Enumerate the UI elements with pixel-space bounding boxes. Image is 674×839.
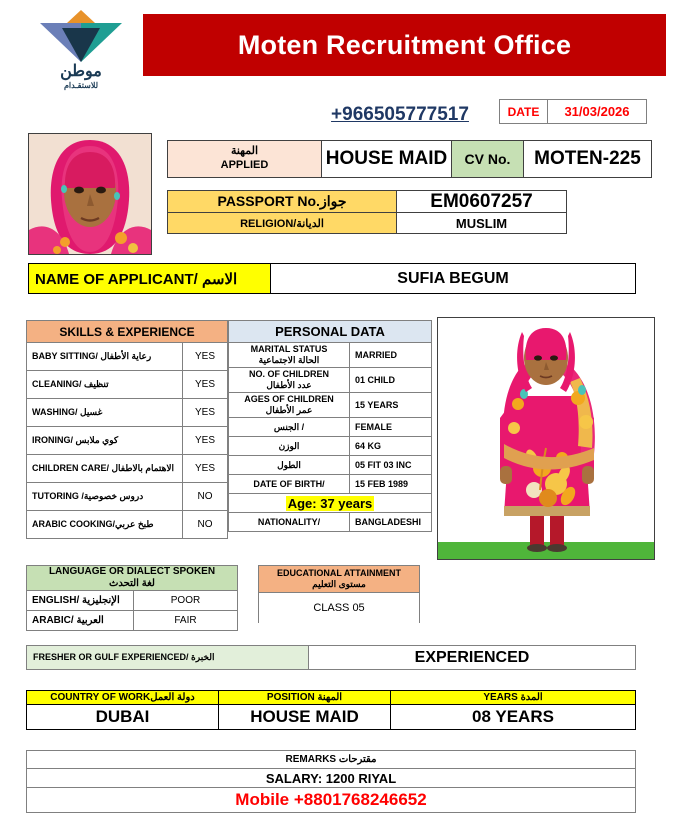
nationality-label-en: NATIONALITY/ <box>257 516 321 527</box>
experience-value: EXPERIENCED <box>309 645 636 670</box>
personal-label <box>228 437 350 456</box>
skill-value: NO <box>183 511 228 539</box>
personal-label-ar: الحالة الاجتماعية <box>258 355 320 365</box>
skill-label: WASHING/ غسيل <box>26 399 183 427</box>
personal-value: 01 CHILD <box>350 368 432 393</box>
personal-label-en: AGES OF CHILDREN <box>244 394 334 405</box>
date-box <box>499 99 647 124</box>
skill-value: YES <box>183 371 228 399</box>
skill-value: YES <box>183 455 228 483</box>
applicant-fullbody-photo <box>437 317 655 560</box>
work-value-position: HOUSE MAID <box>219 705 391 730</box>
language-header-ar: لغة التحدث <box>109 578 155 589</box>
language-header-en: LANGUAGE OR DIALECT SPOKEN <box>48 566 216 577</box>
skill-label: CHILDREN CARE/ الاهتمام بالاطفال <box>26 455 183 483</box>
table-row <box>228 393 432 418</box>
language-label: ENGLISH/ الإنجليزية <box>26 591 134 611</box>
skills-header: SKILLS & EXPERIENCE <box>26 320 228 343</box>
language-value: FAIR <box>134 611 238 631</box>
education-header-ar: مستوى التعليم <box>312 579 366 589</box>
skill-label: IRONING/ كوي ملابس <box>26 427 183 455</box>
remarks-header: REMARKS مقترحات <box>26 750 636 769</box>
position-label-line2: APPLIED <box>220 159 269 171</box>
cv-number-label: CV No. <box>452 140 524 178</box>
education-table <box>258 565 420 623</box>
table-row <box>26 399 228 427</box>
table-row <box>26 371 228 399</box>
personal-label <box>228 393 350 418</box>
work-header-country: COUNTRY OF WORKدولة العمل <box>26 690 219 705</box>
work-header-position: POSITION المهنة <box>219 690 391 705</box>
education-header-en: EDUCATIONAL ATTAINMENT <box>277 567 401 578</box>
table-row <box>26 611 238 631</box>
religion-value: MUSLIM <box>397 213 567 234</box>
table-row <box>26 591 238 611</box>
personal-value: FEMALE <box>350 418 432 437</box>
fullbody-illustration <box>438 318 654 559</box>
age-highlight-row <box>228 494 432 513</box>
personal-value: 05 FIT 03 INC <box>350 456 432 475</box>
skill-value: YES <box>183 399 228 427</box>
table-row <box>26 455 228 483</box>
table-row <box>228 475 432 494</box>
personal-label-en: MARITAL STATUS <box>250 344 328 355</box>
education-header <box>258 565 420 593</box>
work-value-years: 08 YEARS <box>391 705 636 730</box>
skill-label: TUTORING /دروس خصوصية <box>26 483 183 511</box>
position-applied-row <box>167 140 652 178</box>
education-value: CLASS 05 <box>258 593 420 623</box>
passport-row <box>167 190 567 213</box>
personal-label <box>228 343 350 368</box>
language-table <box>26 565 238 631</box>
table-row <box>26 427 228 455</box>
remarks-table <box>26 750 636 813</box>
moten-chevron-icon <box>32 6 130 64</box>
work-header-row <box>26 690 636 705</box>
language-header <box>26 565 238 591</box>
passport-religion-table <box>167 190 567 234</box>
work-header-years: YEARS المدة <box>391 690 636 705</box>
skill-label: ARABIC COOKING/طبخ عربي <box>26 511 183 539</box>
work-history-table <box>26 690 636 730</box>
table-row <box>26 343 228 371</box>
personal-label-ar: الوزن <box>278 440 300 451</box>
applicant-headshot-photo <box>28 133 152 255</box>
date-value: 31/03/2026 <box>564 104 630 119</box>
position-label-line1: المهنة <box>230 145 259 158</box>
language-value: POOR <box>134 591 238 611</box>
personal-label <box>228 456 350 475</box>
passport-value: EM0607257 <box>397 190 567 213</box>
skill-value: YES <box>183 427 228 455</box>
table-row <box>26 511 228 539</box>
table-row <box>228 456 432 475</box>
skill-label: CLEANING/ تنظيف <box>26 371 183 399</box>
personal-label <box>228 368 350 393</box>
nationality-label <box>228 513 350 532</box>
name-label: NAME OF APPLICANT/ الاسم <box>28 263 271 294</box>
table-row <box>26 483 228 511</box>
experience-row <box>26 645 636 670</box>
title-banner <box>143 14 666 76</box>
table-row <box>228 437 432 456</box>
skill-label: BABY SITTING/ رعاية الأطفال <box>26 343 183 371</box>
logo-arabic-sub: للاستقـدام <box>63 81 99 90</box>
remarks-salary: SALARY: 1200 RIYAL <box>26 769 636 788</box>
office-phone-number[interactable]: +966505777517 <box>331 104 469 125</box>
document-header <box>0 0 674 92</box>
applicant-name-row <box>28 263 636 294</box>
position-value: HOUSE MAID <box>322 140 452 178</box>
personal-data-table <box>228 320 432 532</box>
religion-row <box>167 213 567 234</box>
headshot-illustration <box>29 134 151 254</box>
date-label: DATE <box>500 100 548 123</box>
logo-arabic-name: موطن <box>60 63 102 80</box>
personal-value: 15 YEARS <box>350 393 432 418</box>
table-row <box>228 418 432 437</box>
personal-label-en: DATE OF BIRTH/ <box>253 478 325 489</box>
passport-label: PASSPORT No.جواز <box>167 190 397 213</box>
personal-label-ar: الجنس / <box>273 421 305 432</box>
personal-data-header: PERSONAL DATA <box>228 320 432 343</box>
personal-label-ar: الطول <box>277 459 301 470</box>
page-title: Moten Recruitment Office <box>237 29 572 60</box>
company-logo <box>32 6 130 88</box>
language-label: ARABIC/ العربية <box>26 611 134 631</box>
nationality-value: BANGLADESHI <box>350 513 432 532</box>
table-row <box>228 513 432 532</box>
table-row <box>26 705 636 730</box>
personal-label-en: NO. OF CHILDREN <box>249 369 329 380</box>
personal-label-ar: عمر الأطفال <box>265 405 313 415</box>
table-row <box>228 343 432 368</box>
personal-label-ar: عدد الأطفال <box>266 380 312 390</box>
skill-value: NO <box>183 483 228 511</box>
personal-value: MARRIED <box>350 343 432 368</box>
work-value-country: DUBAI <box>26 705 219 730</box>
personal-label <box>228 475 350 494</box>
experience-label: FRESHER OR GULF EXPERIENCED/ الخبرة <box>26 645 309 670</box>
personal-value: 15 FEB 1989 <box>350 475 432 494</box>
age-value: Age: 37 years <box>287 495 373 511</box>
table-row <box>228 368 432 393</box>
position-label-cell <box>167 140 322 178</box>
remarks-mobile[interactable]: Mobile +8801768246652 <box>26 788 636 813</box>
name-value: SUFIA BEGUM <box>271 263 636 294</box>
personal-label <box>228 418 350 437</box>
skills-table <box>26 320 228 539</box>
cv-number-value: MOTEN-225 <box>524 140 652 178</box>
personal-value: 64 KG <box>350 437 432 456</box>
skill-value: YES <box>183 343 228 371</box>
religion-label: RELIGION/الديانة <box>167 213 397 234</box>
